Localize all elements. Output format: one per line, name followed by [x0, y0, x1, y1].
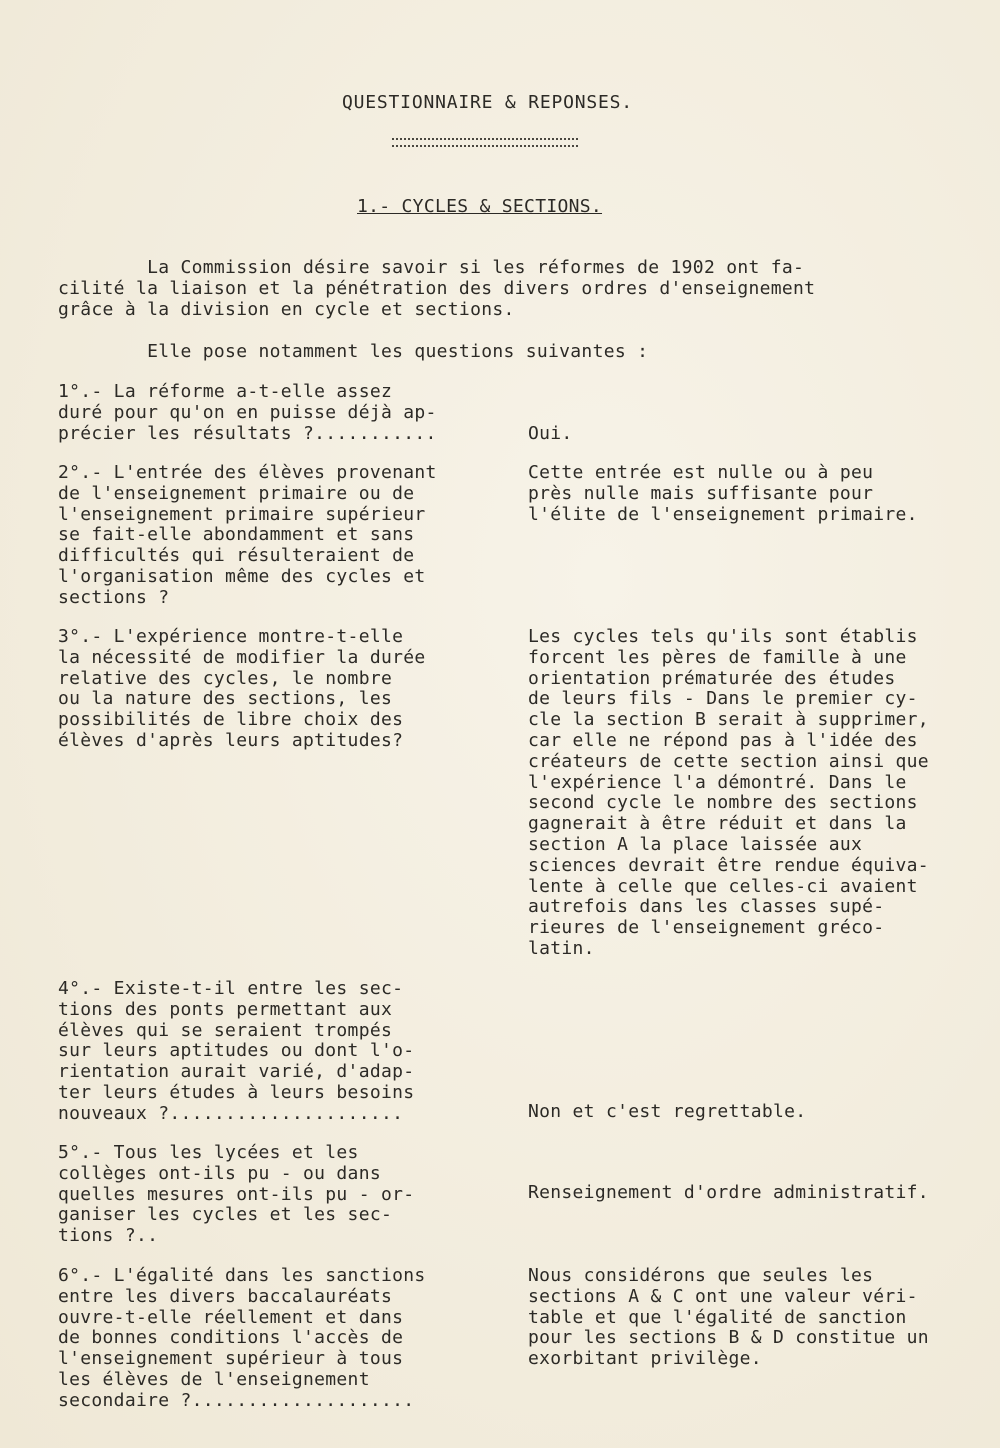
title-divider — [392, 138, 578, 147]
answer-line: sections A & C ont une valeur véri- — [528, 1285, 918, 1307]
question-2 — [58, 463, 498, 609]
answer-line: Nous considérons que seules les — [528, 1265, 874, 1286]
answer-line: latin. — [528, 937, 595, 959]
question-3 — [58, 627, 498, 752]
answer-line: Cette entrée est nulle ou à peu — [528, 462, 874, 483]
answer-line: exorbitant privilège. — [528, 1348, 762, 1370]
answer-line: table et que l'égalité de sanction — [528, 1306, 907, 1328]
question-line: sections ? — [58, 586, 170, 608]
question-line: les élèves de l'enseignement — [58, 1368, 370, 1390]
question-line: élèves d'après leurs aptitudes? — [58, 729, 404, 751]
answer-2 — [528, 463, 988, 525]
question-line: 3°.- L'expérience montre-t-elle — [58, 626, 404, 647]
question-5 — [58, 1143, 498, 1247]
answer-5 — [528, 1183, 988, 1204]
answer-line: pour les sections B & D constitue un — [528, 1327, 929, 1349]
answer-line: forcent les pères de famille à une — [528, 646, 907, 668]
answer-3 — [528, 627, 988, 960]
answer-4 — [528, 1102, 988, 1123]
answer-line: Non et c'est regrettable. — [528, 1101, 807, 1122]
answer-line: second cycle le nombre des sections — [528, 792, 918, 814]
answer-line: sciences devrait être rendue équiva- — [528, 854, 929, 876]
questions-intro: Elle pose notamment les questions suivantes : — [58, 341, 649, 362]
question-line: entre les divers baccalauréats — [58, 1285, 393, 1307]
question-line: 4°.- Existe-t-il entre les sec- — [58, 978, 404, 999]
question-1 — [58, 382, 498, 444]
question-line: l'enseignement supérieur à tous — [58, 1348, 404, 1370]
question-line: 1°.- La réforme a-t-elle assez — [58, 381, 393, 402]
document-title: QUESTIONNAIRE & REPONSES. — [342, 92, 633, 113]
intro-line: La Commission désire savoir si les réformes de 1902 ont fa- — [58, 257, 805, 278]
answer-line: rieures de l'enseignement gréco- — [528, 917, 885, 939]
question-line: 5°.- Tous les lycées et les — [58, 1142, 359, 1163]
answer-line: car elle ne répond pas à l'idée des — [528, 729, 918, 751]
question-line: duré pour qu'on en puisse déjà ap- — [58, 401, 437, 423]
answer-line: l'élite de l'enseignement primaire. — [528, 503, 918, 525]
question-line: l'organisation même des cycles et — [58, 565, 426, 587]
answer-line: près nulle mais suffisante pour — [528, 482, 874, 504]
question-6 — [58, 1266, 498, 1412]
question-line: possibilités de libre choix des — [58, 709, 404, 731]
question-line: rientation aurait varié, d'adap- — [58, 1061, 415, 1083]
answer-line: de leurs fils - Dans le premier cy- — [528, 688, 918, 710]
question-line: se fait-elle abondamment et sans — [58, 524, 415, 546]
question-line: tions des ponts permettant aux — [58, 998, 393, 1020]
intro-line: grâce à la division en cycle et sections. — [58, 299, 515, 320]
question-line: la nécessité de modifier la durée — [58, 646, 426, 668]
answer-line: cle la section B serait à supprimer, — [528, 709, 929, 731]
question-line: précier les résultats ?........... — [58, 422, 437, 444]
question-line: ouvre-t-elle réellement et dans — [58, 1306, 404, 1328]
question-line: relative des cycles, le nombre — [58, 667, 393, 689]
question-line: nouveaux ?..................... — [58, 1102, 404, 1124]
question-line: sur leurs aptitudes ou dont l'o- — [58, 1040, 415, 1062]
answer-line: l'expérience l'a démontré. Dans le — [528, 771, 907, 793]
section-heading: 1.- CYCLES & SECTIONS. — [357, 196, 603, 217]
question-line: quelles mesures ont-ils pu - or- — [58, 1183, 415, 1205]
answer-line: orientation prématurée des études — [528, 667, 896, 689]
question-line: ou la nature des sections, les — [58, 688, 393, 710]
intro-line: cilité la liaison et la pénétration des divers ordres d'enseignement — [58, 278, 816, 299]
answer-line: lente à celle que celles-ci avaient — [528, 875, 918, 897]
question-4 — [58, 979, 498, 1125]
question-line: de bonnes conditions l'accès de — [58, 1327, 404, 1349]
answer-6 — [528, 1266, 988, 1370]
answer-line: Renseignement d'ordre administratif. — [528, 1182, 929, 1203]
question-line: tions ?.. — [58, 1225, 159, 1247]
question-line: ganiser les cycles et les sec- — [58, 1204, 393, 1226]
answer-line: Les cycles tels qu'ils sont établis — [528, 626, 918, 647]
question-line: secondaire ?.................... — [58, 1389, 415, 1411]
question-line: élèves qui se seraient trompés — [58, 1019, 393, 1041]
question-line: de l'enseignement primaire ou de — [58, 482, 415, 504]
answer-line: Oui. — [528, 423, 573, 444]
question-line: ter leurs études à leurs besoins — [58, 1081, 415, 1103]
answer-line: créateurs de cette section ainsi que — [528, 750, 929, 772]
question-line: l'enseignement primaire supérieur — [58, 503, 426, 525]
question-line: collèges ont-ils pu - ou dans — [58, 1162, 381, 1184]
question-line: difficultés qui résulteraient de — [58, 545, 415, 567]
answer-1 — [528, 424, 988, 445]
answer-line: gagnerait à être réduit et dans la — [528, 813, 907, 835]
question-line: 6°.- L'égalité dans les sanctions — [58, 1265, 426, 1286]
answer-line: autrefois dans les classes supé- — [528, 896, 885, 918]
answer-line: section A la place laissée aux — [528, 833, 863, 855]
question-line: 2°.- L'entrée des élèves provenant — [58, 462, 437, 483]
